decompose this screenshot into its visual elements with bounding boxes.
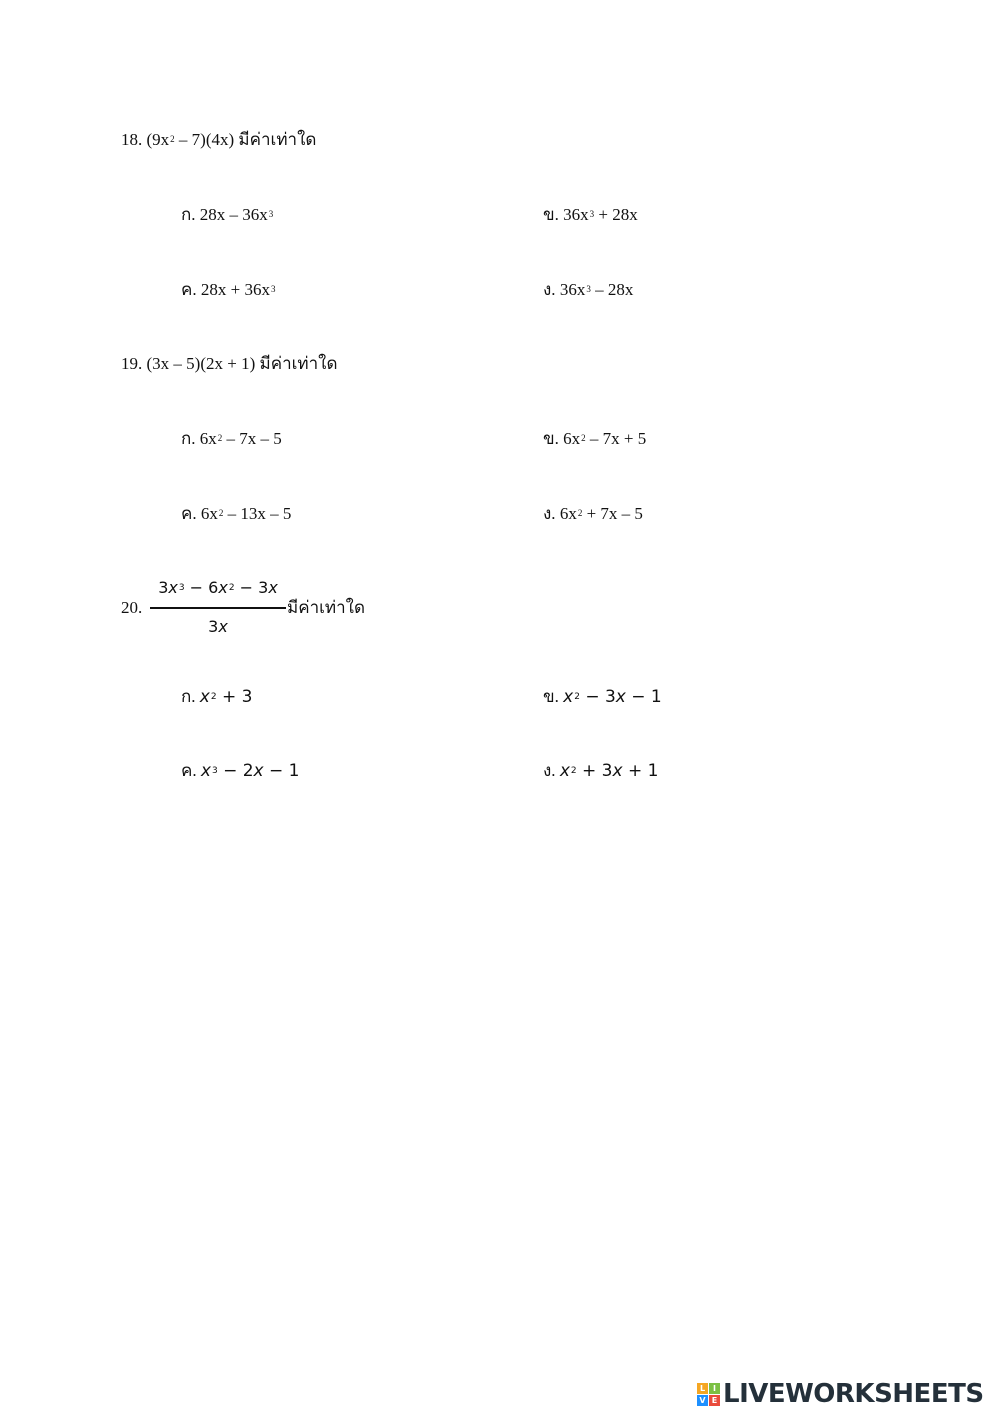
question-expression: $(9x^2 - 7)(4x)$ [146, 130, 235, 149]
q20-option-a[interactable]: ก. $x^2 + 3$ [181, 687, 253, 707]
q20-option-b[interactable]: ข. $x^2 - 3x - 1$ [543, 687, 662, 707]
liveworksheets-logo-icon [697, 1383, 720, 1406]
q19-option-b[interactable]: ข. $6x^2 - 7x + 5$ [543, 429, 647, 448]
question-expression: (3x – 5)(2x + 1) [146, 354, 256, 373]
question-18 [121, 131, 316, 148]
q18-option-a[interactable]: ก. $28x - 36x^3$ [181, 205, 274, 224]
q20-option-c[interactable]: ค. $x^3 - 2x - 1$ [181, 761, 300, 781]
logo-mark-v: V [697, 1395, 708, 1406]
question-text: มีค่าเท่าใด [234, 130, 317, 149]
fraction-denominator: 3x [208, 616, 228, 636]
q19-option-c[interactable]: ค. $6x^2 - 13x - 5$ [181, 504, 292, 523]
logo-mark-i: I [709, 1383, 720, 1394]
q18-option-c[interactable]: ค. $28x + 36x^3$ [181, 280, 276, 299]
fraction-numerator: $3x^3 - 6x^2 - 3x$ [158, 578, 278, 597]
question-number: 18. [121, 130, 143, 149]
question-text: มีค่าเท่าใด [255, 354, 338, 373]
question-20-text: มีค่าเท่าใด [287, 598, 366, 617]
logo-mark-e: E [709, 1395, 720, 1406]
question-19 [121, 355, 338, 372]
question-number: 19. [121, 354, 143, 373]
q19-option-a[interactable]: ก. $6x^2 - 7x - 5$ [181, 429, 282, 448]
question-20-fraction [150, 578, 286, 637]
logo-mark-l: L [697, 1383, 708, 1394]
q18-option-d[interactable]: ง. $36x^3 - 28x$ [543, 280, 634, 299]
question-20-number: 20. [121, 598, 143, 617]
liveworksheets-logo[interactable] [697, 1378, 984, 1410]
q20-option-d[interactable]: ง. $x^2 + 3x + 1$ [543, 761, 659, 781]
q19-option-d[interactable]: ง. $6x^2 + 7x - 5$ [543, 504, 643, 523]
liveworksheets-logo-text: LIVEWORKSHEETS [723, 1379, 984, 1409]
fraction-bar [150, 607, 286, 609]
q18-option-b[interactable]: ข. $36x^3 + 28x$ [543, 205, 638, 224]
